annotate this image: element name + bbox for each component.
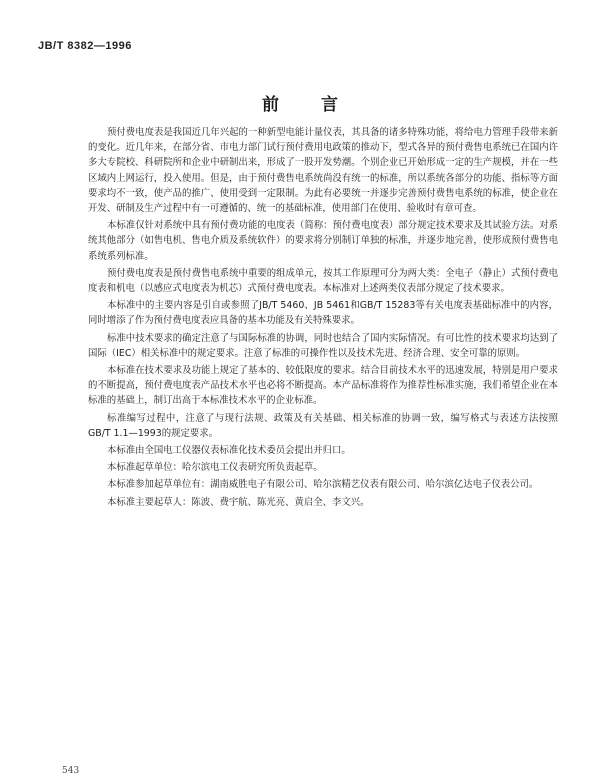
paragraph: 预付费电度表是我国近几年兴起的一种新型电能计量仪表，其具备的诸多特殊功能，将给电力管理手段带来新的变化。近几年来，在部分省、市电力部门试行预付费用电政策的推动下，型式各异的预付费售电系统已在国内许多大专院校、科研院所和企业中研制出来，形成了一股开发势潮。个别企业已开始形成一定的生产规模，并在一些区域内上网运行，投入使用。但是，由于预付费售电系统尚没有统一的标准，所以系统各部分的功能、指标等方面要求均不一致，使产品的推广、使用受到一定限制。为此有必要统一并逐步完善预付费售电系统的标准，使企业在开发、研制及生产过程中有一可遵循的、统一的基础标准，使用部门在使用、验收时有章可查。: [88, 127, 558, 215]
paragraph: 本标准在技术要求及功能上规定了基本的、较低限度的要求。结合目前技术水平的迅速发展，特别是用户要求的不断提高，预付费电度表产品技术水平也必将不断提高。本产品标准将作为推荐性标准实施，我们希望企业在本标准的基础上，制订出高于本标准技术水平的企业标准。: [88, 365, 558, 407]
paragraph: 本标准主要起草人：陈波、费宇航、陈光亮、黄启全、李文兴。: [107, 496, 370, 508]
standard-code: JB/T 8382—1996: [38, 40, 132, 52]
paragraph: 预付费电度表是预付费售电系统中重要的组成单元，按其工作原理可分为两大类：全电子（静止）式预付费电度表和机电（以感应式电度表为机芯）式预付费电度表。本标准对上述两类仪表部分规定了技术要求。: [88, 267, 558, 295]
page-number: 543: [62, 766, 80, 776]
paragraph: 本标准起草单位：哈尔滨电工仪表研究所负责起草。: [107, 462, 323, 474]
paragraph: 本标准由全国电工仪器仪表标准化技术委员会提出并归口。: [107, 445, 351, 457]
paragraph: 本标准参加起草单位有：湖南威胜电子有限公司、哈尔滨精艺仪表有限公司、哈尔滨亿达电子仪表公司。: [107, 479, 539, 491]
paragraph: 标准编写过程中，注意了与现行法规、政策及有关基础、相关标准的协调一致，编写格式与表述方法按照GB/T 1.1—1993的规定要求。: [88, 412, 558, 439]
paragraph: 本标准中的主要内容是引自或参照了JB/T 5460、JB 5461和GB/T 15283等有关电度表基础标准中的内容，同时增添了作为预付费电度表应具备的基本功能及有关特殊要求。: [88, 300, 558, 327]
paragraph: 本标准仅针对系统中具有预付费功能的电度表（简称：预付费电度表）部分规定技术要求及其试验方法。对系统其他部分（如售电机、售电介质及系统软件）的要求将分别制订单独的标准，并逐步地完善，使形成预付费售电系统系列标准。: [88, 220, 558, 262]
foreword-body: [88, 125, 558, 512]
paragraph: 标准中技术要求的确定注意了与国际标准的协调，同时也结合了国内实际情况。有可比性的技术要求均达到了国际（IEC）相关标准中的规定要求。注意了标准的可操作性以及技术先进、经济合理、安全可靠的原则。: [88, 332, 558, 359]
page-title: 前言: [262, 95, 380, 115]
